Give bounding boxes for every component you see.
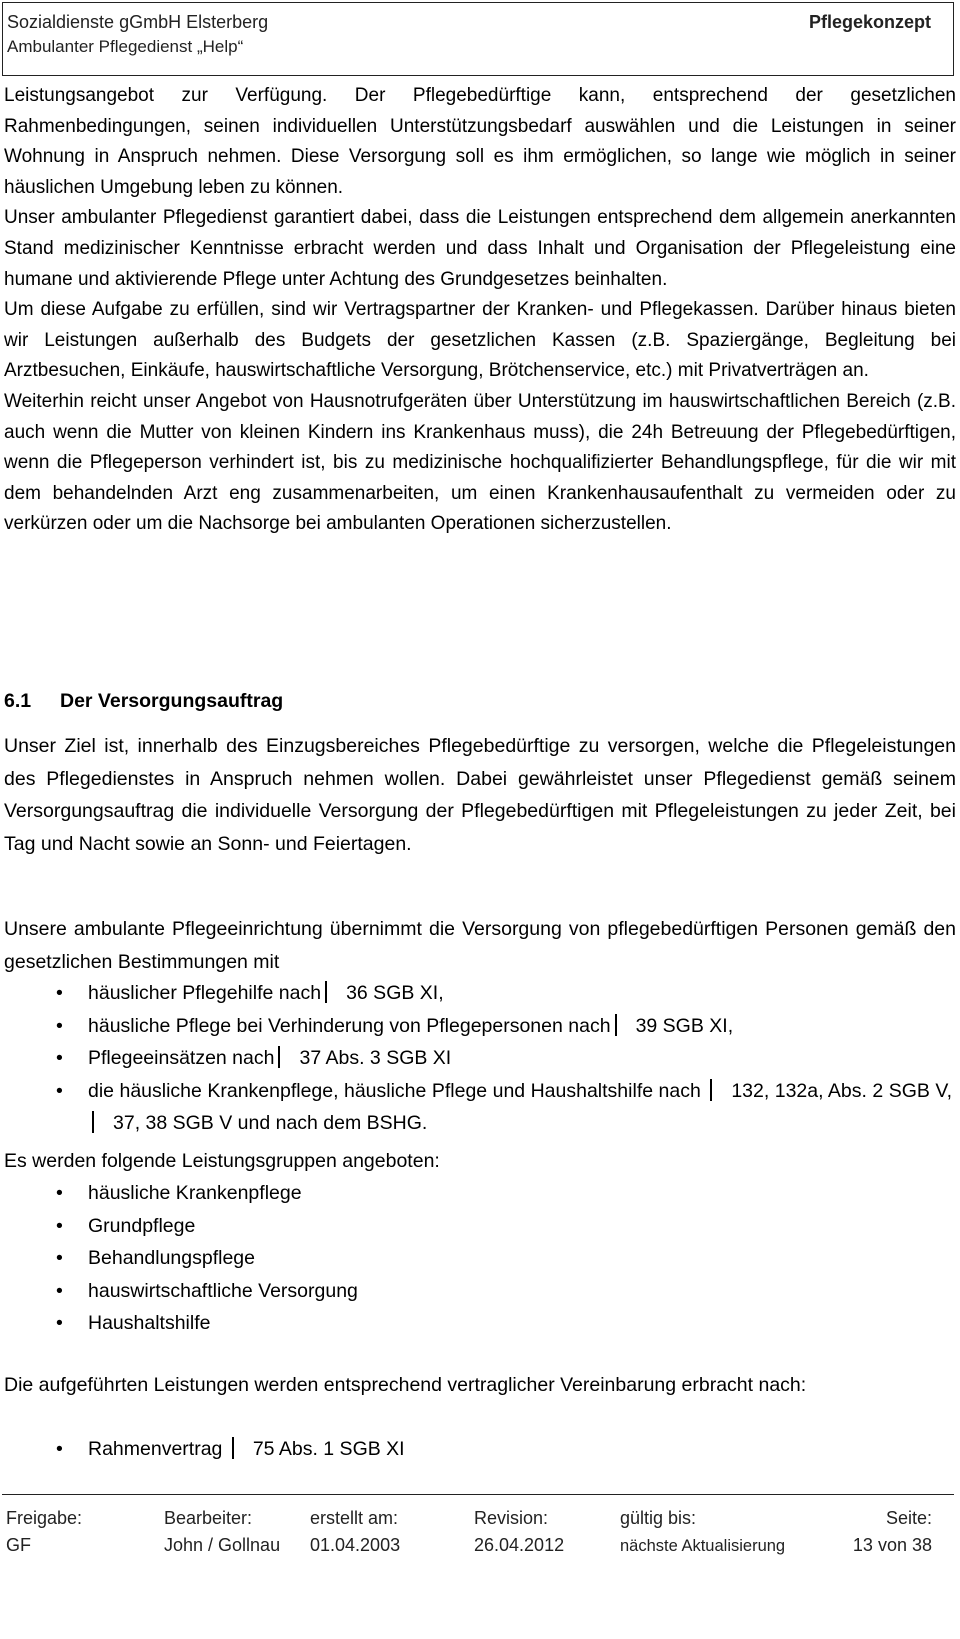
section-sign-icon (232, 1437, 247, 1459)
footer-value-erstellt: 01.04.2003 (310, 1535, 401, 1555)
section-sign-icon (278, 1046, 293, 1068)
paragraph-vereinbarung: Die aufgeführten Leistungen werden entsprechend vertraglicher Vereinbarung erbracht nach: (4, 1374, 807, 1396)
bullet-icon: • (56, 1312, 63, 1334)
footer-label-gueltig: gültig bis: (620, 1508, 697, 1528)
list-item: • Haushaltshilfe (0, 1307, 952, 1340)
document-title: Pflegekonzept (808, 12, 931, 32)
bullet-icon: • (56, 1279, 63, 1302)
list-item: • häusliche Pflege bei Verhinderung von Pflegepersonen nach 39 SGB XI, (0, 1010, 952, 1043)
footer-value-bearbeiter: John / Gollnau (164, 1535, 281, 1555)
paragraph-leistungsgruppen: Es werden folgende Leistungsgruppen angeboten: (4, 1150, 440, 1172)
bullet-icon: • (56, 1047, 63, 1069)
section-title: Der Versorgungsauftrag (60, 690, 284, 712)
bullet-icon: • (56, 1079, 63, 1102)
bullet-icon: • (56, 1182, 63, 1204)
page-header (2, 2, 954, 76)
bullet-icon: • (56, 1214, 63, 1237)
list-item: • die häusliche Krankenpflege, häusliche Pflege und Haushaltshilfe nach 132, 132a, Abs. 2 SGB V, 37, 38 SGB V und nach dem BSHG. (0, 1075, 952, 1140)
bullet-icon: • (56, 1247, 63, 1269)
footer-label-seite: Seite: (885, 1508, 932, 1528)
intro-paragraph: Unser ambulanter Pflegedienst garantiert dabei, dass die Leistungen entsprechend dem allgemein anerkannten Stand medizinischer Kenntnisse erbracht werden und dass Inhalt und Organisation der Pflegeleistung eine humane und aktivierende Pflege unter Achtung des Grundgesetzes beinhalten. (4, 207, 956, 290)
footer-value-gueltig: nächste Aktualisierung (620, 1537, 786, 1555)
legal-basis-list (0, 977, 952, 1140)
footer-label-bearbeiter: Bearbeiter: (164, 1508, 253, 1528)
footer-label-freigabe: Freigabe: (6, 1508, 83, 1528)
footer-label-erstellt: erstellt am: (310, 1508, 399, 1528)
contract-list (0, 1433, 952, 1466)
page-footer (2, 1494, 954, 1567)
intro-text (4, 81, 956, 540)
footer-value-freigabe: GF (6, 1535, 31, 1555)
service-groups-list (0, 1177, 952, 1340)
bullet-icon: • (56, 982, 63, 1004)
section-sign-icon (615, 1014, 630, 1036)
section-heading (4, 690, 283, 713)
footer-value-revision: 26.04.2012 (474, 1535, 565, 1555)
section-sign-icon (710, 1079, 725, 1101)
section-sign-icon (92, 1111, 107, 1133)
section-sign-icon (325, 981, 340, 1003)
list-item: • Rahmenvertrag 75 Abs. 1 SGB XI (0, 1433, 952, 1466)
intro-paragraph: Weiterhin reicht unser Angebot von Hausnotrufgeräten über Unterstützung im hauswirtschaftlichen Bereich (z.B. auch wenn die Mutter von kleinen Kindern ins Krankenhaus muss), die 24h Betreuung der Pflegebedürftigen, wenn die Pflegeperson verhindert ist, bis zu medizinische hochqualifizierter Behandlungspflege, für die wir mit dem behandelnden Arzt eng zusammenarbeiten, um einen Krankenhausaufenthalt zu vermeiden oder zu verkürzen oder um die Nachsorge bei ambulanten Operationen sicherzustellen. (4, 390, 956, 535)
section-number: 6.1 (4, 690, 32, 712)
list-item: • Behandlungspflege (0, 1242, 952, 1275)
list-item: • Pflegeeinsätzen nach 37 Abs. 3 SGB XI (0, 1042, 952, 1075)
footer-value-seite: 13 von 38 (852, 1535, 932, 1555)
list-item: • häusliche Krankenpflege (0, 1177, 952, 1210)
list-item: • hauswirtschaftliche Versorgung (0, 1275, 952, 1308)
intro-paragraph: Um diese Aufgabe zu erfüllen, sind wir Vertragspartner der Kranken- und Pflegekassen. Darüber hinaus bieten wir Leistungen außerhalb des Budgets der gesetzlichen Kassen (z.B. Spaziergänge, Begleitung bei Arztbesuchen, Einkäufe, hauswirtschaftliche Versorgung, Brötchenservice, etc.) mit Privatverträgen an. (4, 299, 956, 382)
bullet-icon: • (56, 1014, 63, 1037)
list-item: • häuslicher Pflegehilfe nach 36 SGB XI, (0, 977, 952, 1010)
service-name: Ambulanter Pflegedienst „Help“ (7, 37, 244, 56)
list-item: • Grundpflege (0, 1210, 952, 1243)
bullet-icon: • (56, 1438, 63, 1460)
paragraph-ziel: Unser Ziel ist, innerhalb des Einzugsbereiches Pflegebedürftige zu versorgen, welche die Pflegeleistungen des Pflegedienstes in Anspruch nehmen wollen. Dabei gewährleistet unser Pflegedienst gemäß seinem Versorgungsauftrag die individuelle Versorgung der Pflegebedürftigen mit Pflegeleistungen zu jeder Zeit, bei Tag und Nacht sowie an Sonn- und Feiertagen. (4, 735, 956, 855)
paragraph-uebernimmt: Unsere ambulante Pflegeeinrichtung übernimmt die Versorgung von pflegebedürftigen Personen gemäß den gesetzlichen Bestimmungen mit (4, 918, 956, 973)
intro-paragraph: Leistungsangebot zur Verfügung. Der Pflegebedürftige kann, entsprechend der gesetzlichen Rahmenbedingungen, seinen individuellen Unterstützungsbedarf auswählen und die Leistungen in seiner Wohnung in Anspruch nehmen. Diese Versorgung soll es ihm ermöglichen, so lange wie möglich in seiner häuslichen Umgebung leben zu können. (4, 85, 956, 198)
footer-label-revision: Revision: (474, 1508, 549, 1528)
org-name: Sozialdienste gGmbH Elsterberg (7, 12, 269, 32)
